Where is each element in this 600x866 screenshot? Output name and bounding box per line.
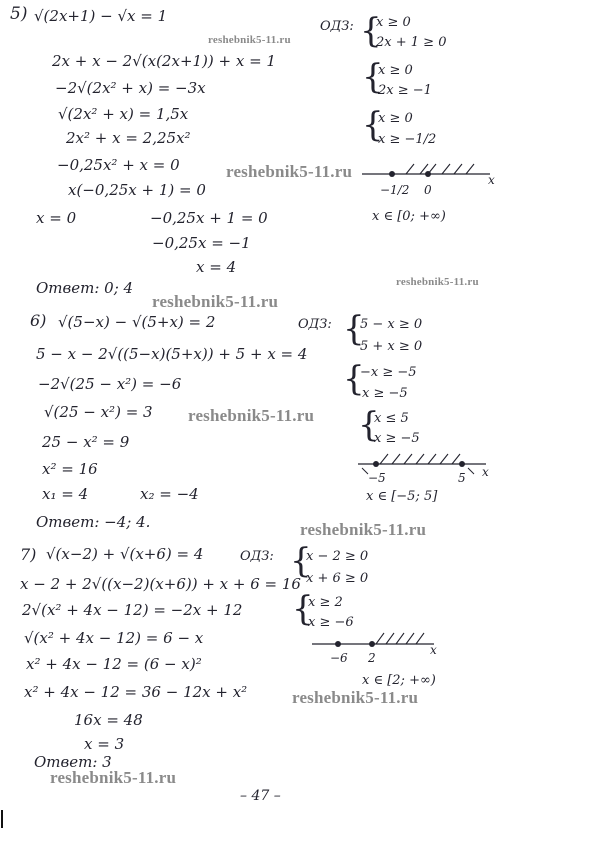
p5-root-1: x = 0 [36, 209, 77, 227]
p6-odz-brace-2: { [343, 359, 365, 399]
p6-odz-brace-1: { [343, 309, 365, 349]
p5-odz-3a: x ≥ 0 [378, 111, 413, 126]
watermark-6: reshebnik5-11.ru [300, 520, 427, 539]
p7-step-5: x² + 4x − 12 = 36 − 12x + x² [24, 683, 248, 701]
watermark-4: reshebnik5-11.ru [152, 292, 279, 311]
p5-odz-1a: x ≥ 0 [376, 15, 411, 30]
problem-7-label: 7) [20, 545, 37, 564]
p7-step-3: √(x² + 4x − 12) = 6 − x [24, 629, 204, 647]
p6-odz-1b: 5 + x ≥ 0 [360, 339, 423, 354]
p5-sub-2: −0,25x = −1 [152, 234, 251, 252]
p6-number-line [358, 450, 498, 486]
p5-axis-var: x [488, 173, 495, 187]
p6-step-3: √(25 − x²) = 3 [44, 403, 153, 421]
p5-odz-brace-1: { [360, 11, 382, 51]
p6-odz-label: ОДЗ: [298, 317, 332, 332]
p5-axis-right: 0 [424, 183, 432, 197]
p6-step-4: 25 − x² = 9 [42, 433, 130, 451]
p7-odz-2b: x ≥ −6 [308, 615, 354, 630]
p5-sub-1: −0,25x + 1 = 0 [150, 209, 268, 227]
watermark-2: reshebnik5-11.ru [226, 162, 353, 181]
watermark-8: reshebnik5-11.ru [50, 768, 177, 787]
page-number: – 47 – [240, 788, 281, 804]
problem-6-label: 6) [30, 311, 47, 330]
p6-step-5: x² = 16 [42, 460, 98, 478]
p7-odz-1b: x + 6 ≥ 0 [306, 571, 369, 586]
p6-answer: Ответ: −4; 4. [36, 513, 151, 531]
p5-odz-label: ОДЗ: [320, 19, 354, 34]
watermark-7: reshebnik5-11.ru [292, 688, 419, 707]
p6-step-2: −2√(25 − x²) = −6 [38, 375, 182, 393]
p7-axis-var: x [430, 643, 437, 657]
p7-axis-left: −6 [330, 651, 348, 665]
problem-5-label: 5) [10, 4, 28, 24]
p7-interval: x ∈ [2; +∞) [362, 673, 436, 688]
p7-equation: √(x−2) + √(x+6) = 4 [46, 545, 204, 563]
p5-step-2: −2√(2x² + x) = −3x [55, 79, 206, 97]
p6-axis-left: −5 [368, 471, 386, 485]
p7-step-1: x − 2 + 2√((x−2)(x+6)) + x + 6 = 16 [20, 575, 301, 593]
p6-odz-2b: x ≥ −5 [362, 386, 408, 401]
p6-interval: x ∈ [−5; 5] [366, 489, 438, 504]
p5-odz-2b: 2x ≥ −1 [378, 83, 432, 98]
watermark-3: reshebnik5-11.ru [396, 276, 479, 288]
p7-axis-right: 2 [368, 651, 376, 665]
scan-edge-mark [1, 810, 3, 828]
p6-root-2: x₂ = −4 [140, 485, 199, 503]
p6-odz-3b: x ≥ −5 [374, 431, 420, 446]
p6-axis-var: x [482, 465, 489, 479]
p7-odz-brace-2: { [292, 589, 314, 629]
p5-odz-2a: x ≥ 0 [378, 63, 413, 78]
p7-odz-1a: x − 2 ≥ 0 [306, 549, 369, 564]
p5-step-4: 2x² + x = 2,25x² [66, 129, 191, 147]
p7-step-4: x² + 4x − 12 = (6 − x)² [26, 655, 202, 673]
p5-step-1: 2x + x − 2√(x(2x+1)) + x = 1 [52, 52, 276, 70]
p6-odz-3a: x ≤ 5 [374, 411, 409, 426]
p5-sub-3: x = 4 [196, 258, 237, 276]
p7-answer: Ответ: 3 [34, 753, 112, 771]
p5-equation: √(2x+1) − √x = 1 [34, 7, 168, 25]
p6-equation: √(5−x) − √(5+x) = 2 [58, 313, 216, 331]
p5-answer: Ответ: 0; 4 [36, 279, 134, 297]
p7-step-2: 2√(x² + 4x − 12) = −2x + 12 [22, 601, 243, 619]
watermark-1: reshebnik5-11.ru [208, 34, 291, 46]
p7-number-line [312, 628, 452, 668]
p6-odz-1a: 5 − x ≥ 0 [360, 317, 423, 332]
p6-step-1: 5 − x − 2√((5−x)(5+x)) + 5 + x = 4 [36, 345, 308, 363]
watermark-5: reshebnik5-11.ru [188, 406, 315, 425]
p5-axis-left: −1/2 [380, 183, 410, 197]
p7-odz-brace-1: { [290, 541, 312, 581]
p6-odz-brace-3: { [358, 405, 380, 445]
p5-odz-brace-3: { [362, 105, 384, 145]
p5-step-6: x(−0,25x + 1) = 0 [68, 181, 206, 199]
p7-step-6: 16x = 48 [74, 711, 143, 729]
p5-odz-1b: 2x + 1 ≥ 0 [376, 35, 447, 50]
p5-odz-brace-2: { [362, 57, 384, 97]
p5-odz-3b: x ≥ −1/2 [378, 132, 437, 147]
p5-interval: x ∈ [0; +∞) [372, 209, 446, 224]
p5-step-5: −0,25x² + x = 0 [57, 156, 180, 174]
p5-number-line [362, 160, 502, 202]
p7-odz-label: ОДЗ: [240, 549, 274, 564]
p7-step-7: x = 3 [84, 735, 125, 753]
p6-root-1: x₁ = 4 [42, 485, 89, 503]
p7-odz-2a: x ≥ 2 [308, 595, 343, 610]
p6-odz-2a: −x ≥ −5 [360, 365, 417, 380]
p5-step-3: √(2x² + x) = 1,5x [58, 105, 189, 123]
p6-axis-right: 5 [458, 471, 466, 485]
